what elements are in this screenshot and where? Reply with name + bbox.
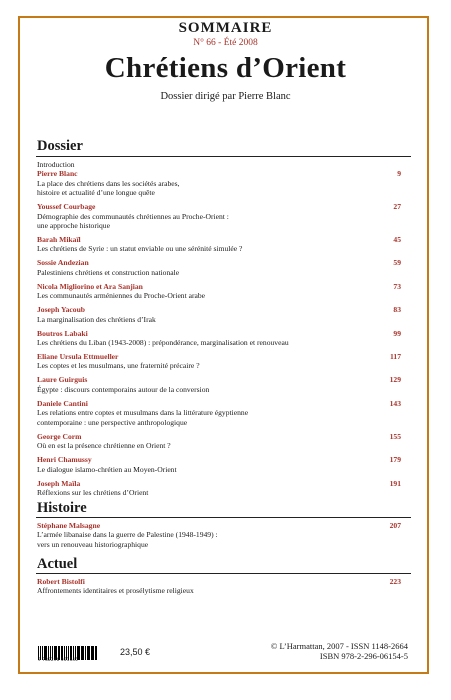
barcode-bar	[81, 646, 82, 660]
toc-entry	[37, 282, 401, 301]
section-heading-histoire: Histoire	[37, 500, 87, 516]
entry-author: Eliane Ursula Ettmueller	[37, 352, 119, 362]
entry-page-number: 9	[397, 169, 401, 179]
entry-page-number: 45	[393, 235, 401, 245]
entry-title-line: histoire et actualité d’une longue quête	[37, 188, 155, 198]
entry-title-line: Le dialogue islamo-chrétien au Moyen-Orient	[37, 464, 177, 474]
entry-page-number: 191	[389, 478, 401, 488]
publisher-info	[271, 641, 408, 661]
entry-author: Boutros Labaki	[37, 328, 88, 338]
entry-page-number: 223	[389, 577, 401, 586]
entry-title-line: Où en est la présence chrétienne en Orient ?	[37, 441, 171, 451]
entry-title-line: L’armée libanaise dans la guerre de Palestine (1948-1949) :	[37, 530, 218, 540]
entry-title-line: Démographie des communautés chrétiennes au Proche-Orient :	[37, 211, 229, 221]
entry-page-number: 73	[393, 281, 401, 291]
entry-author: Daniele Cantini	[37, 398, 88, 408]
entry-page-number: 129	[389, 375, 401, 385]
entry-title-line: vers un renouveau historiographique	[37, 539, 149, 549]
entries-histoire	[37, 521, 401, 554]
toc-entry	[37, 577, 401, 596]
section-heading-actuel: Actuel	[37, 556, 78, 572]
barcode-bar	[85, 646, 86, 660]
entries-dossier	[37, 160, 401, 502]
entry-title-line: La place des chrétiens dans les sociétés arabes,	[37, 178, 180, 188]
entry-page-number: 27	[393, 202, 401, 212]
dossier-director: Dossier dirigé par Pierre Blanc	[160, 91, 291, 102]
toc-entry	[37, 399, 401, 427]
entry-title-line: Les chrétiens du Liban (1943-2008) : prépondérance, marginalisation et renouveau	[37, 338, 289, 348]
journal-title: Chrétiens d’Orient	[104, 52, 347, 84]
entry-page-number: 117	[390, 352, 401, 362]
entry-page-number: 99	[393, 328, 401, 338]
entry-author: Sossie Andezian	[37, 258, 89, 268]
sommaire-heading: SOMMAIRE	[178, 20, 273, 36]
section-rule-dossier	[36, 156, 411, 157]
barcode-bar	[78, 646, 79, 660]
entries-actuel	[37, 577, 401, 600]
entry-page-number: 207	[389, 521, 401, 530]
toc-entry	[37, 375, 401, 394]
entry-title-line: contemporaine : une perspective anthropologique	[37, 417, 188, 427]
toc-entry	[37, 352, 401, 371]
entry-title-line: Les communautés arméniennes du Proche-Orient arabe	[37, 291, 206, 301]
isbn-line: ISBN 978-2-296-06154-5	[319, 651, 408, 661]
entry-title-line: Égypte : discours contemporains autour de la conversion	[37, 384, 210, 394]
entry-title-line: Affrontements identitaires et prosélytisme religieux	[37, 586, 194, 596]
toc-entry	[37, 202, 401, 230]
entry-page-number: 143	[389, 398, 401, 408]
barcode-bar	[92, 646, 93, 660]
entry-label: Introduction	[37, 160, 75, 169]
entry-title-line: Palestiniens chrétiens et construction nationale	[37, 267, 180, 277]
entry-author: Joseph Yacoub	[37, 305, 86, 315]
entry-author: Pierre Blanc	[37, 169, 78, 179]
barcode-number: 9 782296 061545	[38, 657, 79, 662]
barcode-bar	[96, 646, 97, 660]
section-rule-histoire	[36, 517, 411, 518]
entry-title-line: Les relations entre coptes et musulmans dans la littérature égyptienne	[37, 408, 249, 418]
toc-entry	[37, 305, 401, 324]
barcode-bar	[82, 646, 84, 660]
entry-title-line: Les chrétiens de Syrie : un statut enviable ou une sérénité simulée ?	[37, 244, 243, 254]
toc-entry	[37, 479, 401, 498]
entry-title-line: Réflexions sur les chrétiens d’Orient	[37, 487, 149, 497]
toc-entry	[37, 455, 401, 474]
entry-author: Stéphane Malsagne	[37, 521, 101, 530]
section-heading-dossier: Dossier	[37, 138, 83, 154]
toc-entry	[37, 521, 401, 549]
footer	[38, 642, 410, 664]
toc-entry	[37, 329, 401, 348]
section-rule-actuel	[36, 573, 411, 574]
entry-author: Youssef Courbage	[37, 202, 96, 212]
barcode-bar	[88, 646, 89, 660]
barcode-bar	[95, 646, 96, 660]
publisher-line: © L’Harmattan, 2007 - ISSN 1148-2664	[270, 641, 408, 651]
toc-entry	[37, 258, 401, 277]
entry-page-number: 155	[389, 431, 401, 441]
entry-title-line: Les coptes et les musulmans, une fraternité précaire ?	[37, 361, 200, 371]
entry-author: Nicola Migliorino et Ara Sanjian	[37, 281, 143, 291]
entry-author: Laure Guirguis	[37, 375, 88, 385]
entry-page-number: 83	[393, 305, 401, 315]
entry-author: George Corm	[37, 431, 82, 441]
toc-entry	[37, 432, 401, 451]
entry-page-number: 179	[389, 455, 401, 465]
barcode-bar	[87, 646, 88, 660]
issue-number: N° 66 - Été 2008	[193, 38, 258, 48]
entry-author: Henri Chamussy	[37, 455, 92, 465]
entry-page-number: 59	[393, 258, 401, 268]
barcode-bar	[91, 646, 92, 660]
entry-title-line: une approche historique	[37, 221, 110, 231]
toc-entry	[37, 160, 401, 198]
price: 23,50 €	[120, 647, 151, 657]
entry-author: Joseph Maïla	[37, 478, 81, 488]
entry-author: Barah Mikaïl	[37, 235, 81, 245]
entry-title-line: La marginalisation des chrétiens d’Irak	[37, 314, 156, 324]
toc-entry	[37, 235, 401, 254]
entry-author: Robert Bistolfi	[37, 577, 85, 586]
